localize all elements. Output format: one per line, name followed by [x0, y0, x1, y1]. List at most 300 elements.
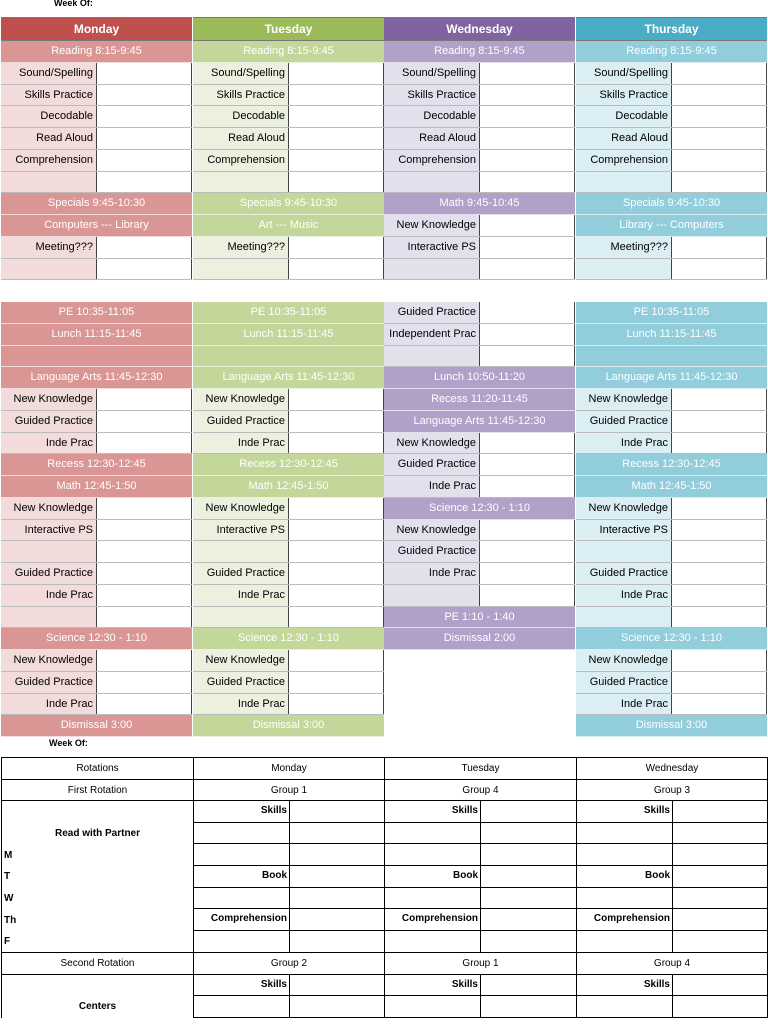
- time-block: Art --- Music: [193, 215, 384, 237]
- rotation-day: Wednesday: [577, 758, 768, 780]
- activity-row: [576, 541, 767, 563]
- activity-notes: [672, 694, 767, 715]
- activity-notes: [97, 650, 192, 671]
- activity-label: [1, 607, 97, 628]
- activity-notes: [672, 541, 767, 562]
- rotations-label: Rotations: [2, 758, 194, 780]
- activity-notes: [97, 128, 192, 149]
- activity-notes: [97, 106, 192, 127]
- activity-row: [576, 650, 767, 672]
- activity-label: [193, 172, 289, 193]
- activity-notes: [289, 541, 384, 562]
- activity-label: Inde Prac: [384, 563, 480, 584]
- activity-notes: [480, 454, 575, 475]
- activity-label: Inde Prac: [1, 694, 97, 715]
- activity-row: [384, 259, 575, 281]
- activity-row: [193, 498, 384, 520]
- activity-label: Comprehension: [384, 150, 480, 171]
- activity-row: [1, 541, 192, 563]
- time-block: Reading 8:15-9:45: [576, 41, 767, 63]
- activity-label: Independent Prac: [384, 324, 480, 345]
- time-block: Lunch 11:15-11:45: [193, 324, 384, 346]
- rotation-row: [2, 888, 768, 910]
- comprehension-label: Comprehension: [385, 909, 481, 930]
- time-block: [193, 346, 384, 368]
- activity-row: [1, 172, 192, 194]
- spacer: [1, 280, 192, 302]
- time-block: [576, 346, 767, 368]
- activity-row: [1, 85, 192, 107]
- activity-row: [576, 607, 767, 629]
- rotation-row: [2, 801, 768, 823]
- read-with-partner-label: Read with Partner: [2, 823, 194, 845]
- day-header: Wednesday: [384, 17, 575, 41]
- activity-row: [1, 563, 192, 585]
- activity-label: Decodable: [576, 106, 672, 127]
- activity-notes: [672, 63, 767, 84]
- activity-label: Inde Prac: [193, 433, 289, 454]
- spacer: [576, 280, 767, 302]
- activity-row: [576, 672, 767, 694]
- activity-row: [576, 106, 767, 128]
- activity-row: [1, 150, 192, 172]
- activity-row: [1, 585, 192, 607]
- activity-notes: [97, 433, 192, 454]
- activity-notes: [480, 63, 575, 84]
- activity-label: Sound/Spelling: [1, 63, 97, 84]
- time-block: Science 12:30 - 1:10: [384, 498, 575, 520]
- activity-label: New Knowledge: [576, 389, 672, 410]
- rotation-day: Monday: [194, 758, 385, 780]
- activity-row: [193, 607, 384, 629]
- day-letter: Th: [2, 909, 194, 931]
- rotation-row: [2, 996, 768, 1018]
- activity-notes: [672, 607, 767, 628]
- time-block: Recess 12:30-12:45: [1, 454, 192, 476]
- time-block: Language Arts 11:45-12:30: [193, 367, 384, 389]
- week-of-label-rotations: Week Of:: [49, 738, 88, 748]
- activity-label: Read Aloud: [193, 128, 289, 149]
- activity-row: [384, 585, 575, 607]
- activity-label: Guided Practice: [193, 563, 289, 584]
- activity-label: Inde Prac: [576, 585, 672, 606]
- activity-notes: [97, 237, 192, 258]
- activity-notes: [672, 650, 767, 671]
- activity-label: Comprehension: [576, 150, 672, 171]
- activity-row: [1, 411, 192, 433]
- time-block: Dismissal 3:00: [1, 715, 192, 737]
- activity-row: [384, 324, 575, 346]
- second-rotation-label: Second Rotation: [2, 953, 194, 975]
- activity-notes: [480, 476, 575, 497]
- activity-notes: [97, 85, 192, 106]
- activity-notes: [672, 585, 767, 606]
- activity-label: New Knowledge: [1, 389, 97, 410]
- time-block: Dismissal 2:00: [384, 628, 575, 650]
- activity-notes: [289, 607, 384, 628]
- rotation-day: Tuesday: [385, 758, 577, 780]
- activity-label: Guided Practice: [384, 541, 480, 562]
- activity-row: [193, 563, 384, 585]
- activity-label: Decodable: [193, 106, 289, 127]
- activity-row: [193, 150, 384, 172]
- time-block: Math 12:45-1:50: [576, 476, 767, 498]
- activity-notes: [289, 585, 384, 606]
- centers-label: Centers: [2, 996, 194, 1018]
- time-block: Lunch 11:15-11:45: [576, 324, 767, 346]
- time-block: Dismissal 3:00: [576, 715, 767, 737]
- activity-notes: [97, 259, 192, 280]
- activity-notes: [480, 172, 575, 193]
- time-block: Language Arts 11:45-12:30: [1, 367, 192, 389]
- activity-row: [576, 433, 767, 455]
- activity-row: [384, 541, 575, 563]
- time-block: [1, 346, 192, 368]
- activity-notes: [97, 607, 192, 628]
- activity-notes: [672, 411, 767, 432]
- activity-label: Inde Prac: [1, 433, 97, 454]
- activity-row: [1, 650, 192, 672]
- rotation-group: Group 4: [577, 953, 768, 975]
- activity-notes: [289, 411, 384, 432]
- activity-row: [1, 237, 192, 259]
- activity-label: [384, 172, 480, 193]
- activity-row: [193, 128, 384, 150]
- activity-label: New Knowledge: [576, 650, 672, 671]
- activity-row: [1, 128, 192, 150]
- activity-label: [576, 259, 672, 280]
- day-header: Monday: [1, 17, 192, 41]
- activity-label: New Knowledge: [193, 389, 289, 410]
- rotation-group: Group 3: [577, 779, 768, 801]
- first-rotation-label: First Rotation: [2, 779, 194, 801]
- activity-notes: [289, 259, 384, 280]
- day-letter: F: [2, 931, 194, 953]
- activity-row: [193, 520, 384, 542]
- rotation-table: [1, 757, 767, 1018]
- time-block: Science 12:30 - 1:10: [1, 628, 192, 650]
- first-rotation-row: [2, 779, 768, 801]
- activity-label: Read Aloud: [384, 128, 480, 149]
- activity-label: Inde Prac: [193, 585, 289, 606]
- activity-notes: [480, 85, 575, 106]
- activity-notes: [97, 150, 192, 171]
- activity-notes: [97, 585, 192, 606]
- activity-row: [576, 150, 767, 172]
- activity-row: [384, 237, 575, 259]
- day-letter: T: [2, 866, 194, 888]
- time-block: Specials 9:45-10:30: [1, 193, 192, 215]
- activity-label: [576, 607, 672, 628]
- activity-row: [1, 63, 192, 85]
- activity-notes: [480, 324, 575, 345]
- activity-row: [384, 563, 575, 585]
- activity-notes: [480, 563, 575, 584]
- activity-label: New Knowledge: [384, 520, 480, 541]
- activity-notes: [672, 389, 767, 410]
- skills-label: Skills: [385, 801, 481, 821]
- activity-row: [384, 172, 575, 194]
- rotation-group: Group 2: [194, 953, 385, 975]
- day-letter: M: [2, 844, 194, 866]
- activity-notes: [289, 520, 384, 541]
- activity-label: Sound/Spelling: [576, 63, 672, 84]
- activity-row: [193, 694, 384, 716]
- activity-notes: [480, 541, 575, 562]
- activity-row: [1, 498, 192, 520]
- activity-row: [193, 585, 384, 607]
- activity-row: [576, 520, 767, 542]
- activity-label: Guided Practice: [193, 672, 289, 693]
- activity-notes: [480, 259, 575, 280]
- activity-label: Guided Practice: [384, 454, 480, 475]
- skills-label: Skills: [194, 975, 290, 995]
- rotation-row: [2, 909, 768, 931]
- activity-row: [193, 172, 384, 194]
- activity-notes: [289, 85, 384, 106]
- activity-label: Guided Practice: [1, 411, 97, 432]
- activity-label: New Knowledge: [193, 650, 289, 671]
- activity-row: [384, 520, 575, 542]
- activity-notes: [480, 585, 575, 606]
- rotation-row: [2, 844, 768, 866]
- activity-notes: [672, 237, 767, 258]
- rotation-group: Group 1: [385, 953, 577, 975]
- activity-label: Guided Practice: [576, 563, 672, 584]
- time-block: Language Arts 11:45-12:30: [384, 411, 575, 433]
- activity-label: Decodable: [1, 106, 97, 127]
- activity-notes: [480, 237, 575, 258]
- activity-label: [1, 172, 97, 193]
- rotation-row: [2, 866, 768, 888]
- activity-notes: [672, 150, 767, 171]
- comprehension-label: Comprehension: [194, 909, 290, 930]
- rotation-row: [2, 974, 768, 996]
- skills-label: Skills: [385, 975, 481, 995]
- day-letter: W: [2, 888, 194, 910]
- activity-label: Interactive PS: [1, 520, 97, 541]
- activity-notes: [97, 541, 192, 562]
- activity-notes: [97, 63, 192, 84]
- activity-label: [193, 541, 289, 562]
- activity-notes: [480, 433, 575, 454]
- activity-label: Inde Prac: [576, 694, 672, 715]
- activity-notes: [97, 672, 192, 693]
- activity-label: Skills Practice: [576, 85, 672, 106]
- activity-label: Guided Practice: [1, 563, 97, 584]
- activity-label: Meeting???: [193, 237, 289, 258]
- activity-notes: [672, 106, 767, 127]
- activity-notes: [97, 498, 192, 519]
- activity-notes: [672, 172, 767, 193]
- activity-notes: [97, 694, 192, 715]
- time-block: PE 10:35-11:05: [193, 302, 384, 324]
- time-block: Reading 8:15-9:45: [1, 41, 192, 63]
- activity-notes: [480, 150, 575, 171]
- activity-notes: [289, 563, 384, 584]
- rotation-header-row: [2, 758, 768, 780]
- rotation-group: Group 1: [194, 779, 385, 801]
- activity-row: [576, 63, 767, 85]
- activity-row: [384, 128, 575, 150]
- activity-label: Comprehension: [1, 150, 97, 171]
- activity-row: [193, 259, 384, 281]
- activity-row: [1, 694, 192, 716]
- activity-label: Guided Practice: [193, 411, 289, 432]
- activity-label: Inde Prac: [384, 476, 480, 497]
- activity-row: [384, 454, 575, 476]
- activity-notes: [289, 650, 384, 671]
- time-block: PE 10:35-11:05: [1, 302, 192, 324]
- activity-row: [193, 541, 384, 563]
- activity-notes: [480, 128, 575, 149]
- activity-label: Read Aloud: [1, 128, 97, 149]
- time-block: Recess 12:30-12:45: [193, 454, 384, 476]
- activity-notes: [97, 411, 192, 432]
- time-block: Specials 9:45-10:30: [576, 193, 767, 215]
- activity-label: [193, 259, 289, 280]
- time-block: Science 12:30 - 1:10: [576, 628, 767, 650]
- time-block: Math 12:45-1:50: [1, 476, 192, 498]
- activity-row: [576, 259, 767, 281]
- activity-notes: [672, 563, 767, 584]
- skills-label: Skills: [577, 975, 673, 995]
- activity-label: Interactive PS: [384, 237, 480, 258]
- activity-row: [1, 389, 192, 411]
- activity-label: Sound/Spelling: [384, 63, 480, 84]
- activity-notes: [289, 172, 384, 193]
- activity-label: Meeting???: [1, 237, 97, 258]
- activity-row: [193, 106, 384, 128]
- activity-label: [576, 172, 672, 193]
- activity-notes: [289, 498, 384, 519]
- activity-label: Skills Practice: [193, 85, 289, 106]
- activity-row: [576, 498, 767, 520]
- activity-row: [576, 128, 767, 150]
- day-header: Thursday: [576, 17, 767, 41]
- activity-label: New Knowledge: [384, 215, 480, 236]
- activity-row: [384, 85, 575, 107]
- time-block: Language Arts 11:45-12:30: [576, 367, 767, 389]
- activity-label: New Knowledge: [384, 433, 480, 454]
- activity-notes: [97, 172, 192, 193]
- activity-label: New Knowledge: [1, 498, 97, 519]
- activity-label: [384, 585, 480, 606]
- activity-notes: [480, 106, 575, 127]
- activity-row: [193, 411, 384, 433]
- activity-row: [384, 150, 575, 172]
- activity-notes: [672, 259, 767, 280]
- spacer: [193, 280, 384, 302]
- book-label: Book: [385, 866, 481, 887]
- book-label: Book: [194, 866, 290, 887]
- activity-row: [576, 563, 767, 585]
- activity-label: Inde Prac: [193, 694, 289, 715]
- activity-row: [1, 259, 192, 281]
- activity-label: [1, 259, 97, 280]
- activity-row: [193, 237, 384, 259]
- activity-row: [384, 215, 575, 237]
- activity-row: [384, 63, 575, 85]
- activity-notes: [289, 672, 384, 693]
- activity-notes: [672, 498, 767, 519]
- time-block: Math 9:45-10:45: [384, 193, 575, 215]
- activity-label: [576, 541, 672, 562]
- activity-notes: [480, 215, 575, 236]
- activity-notes: [672, 672, 767, 693]
- activity-notes: [289, 150, 384, 171]
- activity-label: [193, 607, 289, 628]
- activity-row: [576, 411, 767, 433]
- activity-notes: [289, 237, 384, 258]
- activity-row: [384, 476, 575, 498]
- activity-row: [384, 302, 575, 324]
- activity-label: Comprehension: [193, 150, 289, 171]
- activity-row: [576, 694, 767, 716]
- activity-row: [193, 650, 384, 672]
- activity-row: [1, 520, 192, 542]
- activity-row: [1, 433, 192, 455]
- time-block: PE 10:35-11:05: [576, 302, 767, 324]
- activity-notes: [672, 85, 767, 106]
- activity-notes: [480, 302, 575, 323]
- activity-notes: [672, 128, 767, 149]
- rotation-row: [2, 931, 768, 953]
- skills-label: Skills: [577, 801, 673, 821]
- activity-row: [384, 106, 575, 128]
- activity-row: [576, 85, 767, 107]
- time-block: Math 12:45-1:50: [193, 476, 384, 498]
- time-block: Reading 8:15-9:45: [193, 41, 384, 63]
- second-rotation-row: [2, 953, 768, 975]
- activity-row: [384, 346, 575, 368]
- activity-row: [576, 585, 767, 607]
- book-label: Book: [577, 866, 673, 887]
- activity-notes: [289, 128, 384, 149]
- activity-notes: [480, 520, 575, 541]
- activity-notes: [97, 389, 192, 410]
- activity-notes: [289, 433, 384, 454]
- activity-row: [1, 672, 192, 694]
- activity-notes: [289, 694, 384, 715]
- activity-notes: [289, 63, 384, 84]
- activity-notes: [672, 520, 767, 541]
- activity-label: Guided Practice: [1, 672, 97, 693]
- activity-row: [193, 672, 384, 694]
- time-block: Library --- Computers: [576, 215, 767, 237]
- time-block: Computers --- Library: [1, 215, 192, 237]
- activity-notes: [97, 520, 192, 541]
- activity-label: Interactive PS: [193, 520, 289, 541]
- activity-row: [576, 172, 767, 194]
- activity-notes: [289, 106, 384, 127]
- activity-notes: [289, 389, 384, 410]
- time-block: Recess 12:30-12:45: [576, 454, 767, 476]
- activity-row: [576, 389, 767, 411]
- rotation-group: Group 4: [385, 779, 577, 801]
- activity-row: [576, 237, 767, 259]
- activity-label: New Knowledge: [576, 498, 672, 519]
- activity-label: Guided Practice: [576, 672, 672, 693]
- spacer: [384, 280, 575, 302]
- activity-label: New Knowledge: [1, 650, 97, 671]
- activity-label: Guided Practice: [384, 302, 480, 323]
- activity-label: Meeting???: [576, 237, 672, 258]
- time-block: Dismissal 3:00: [193, 715, 384, 737]
- activity-label: [384, 259, 480, 280]
- activity-row: [1, 106, 192, 128]
- activity-label: Read Aloud: [576, 128, 672, 149]
